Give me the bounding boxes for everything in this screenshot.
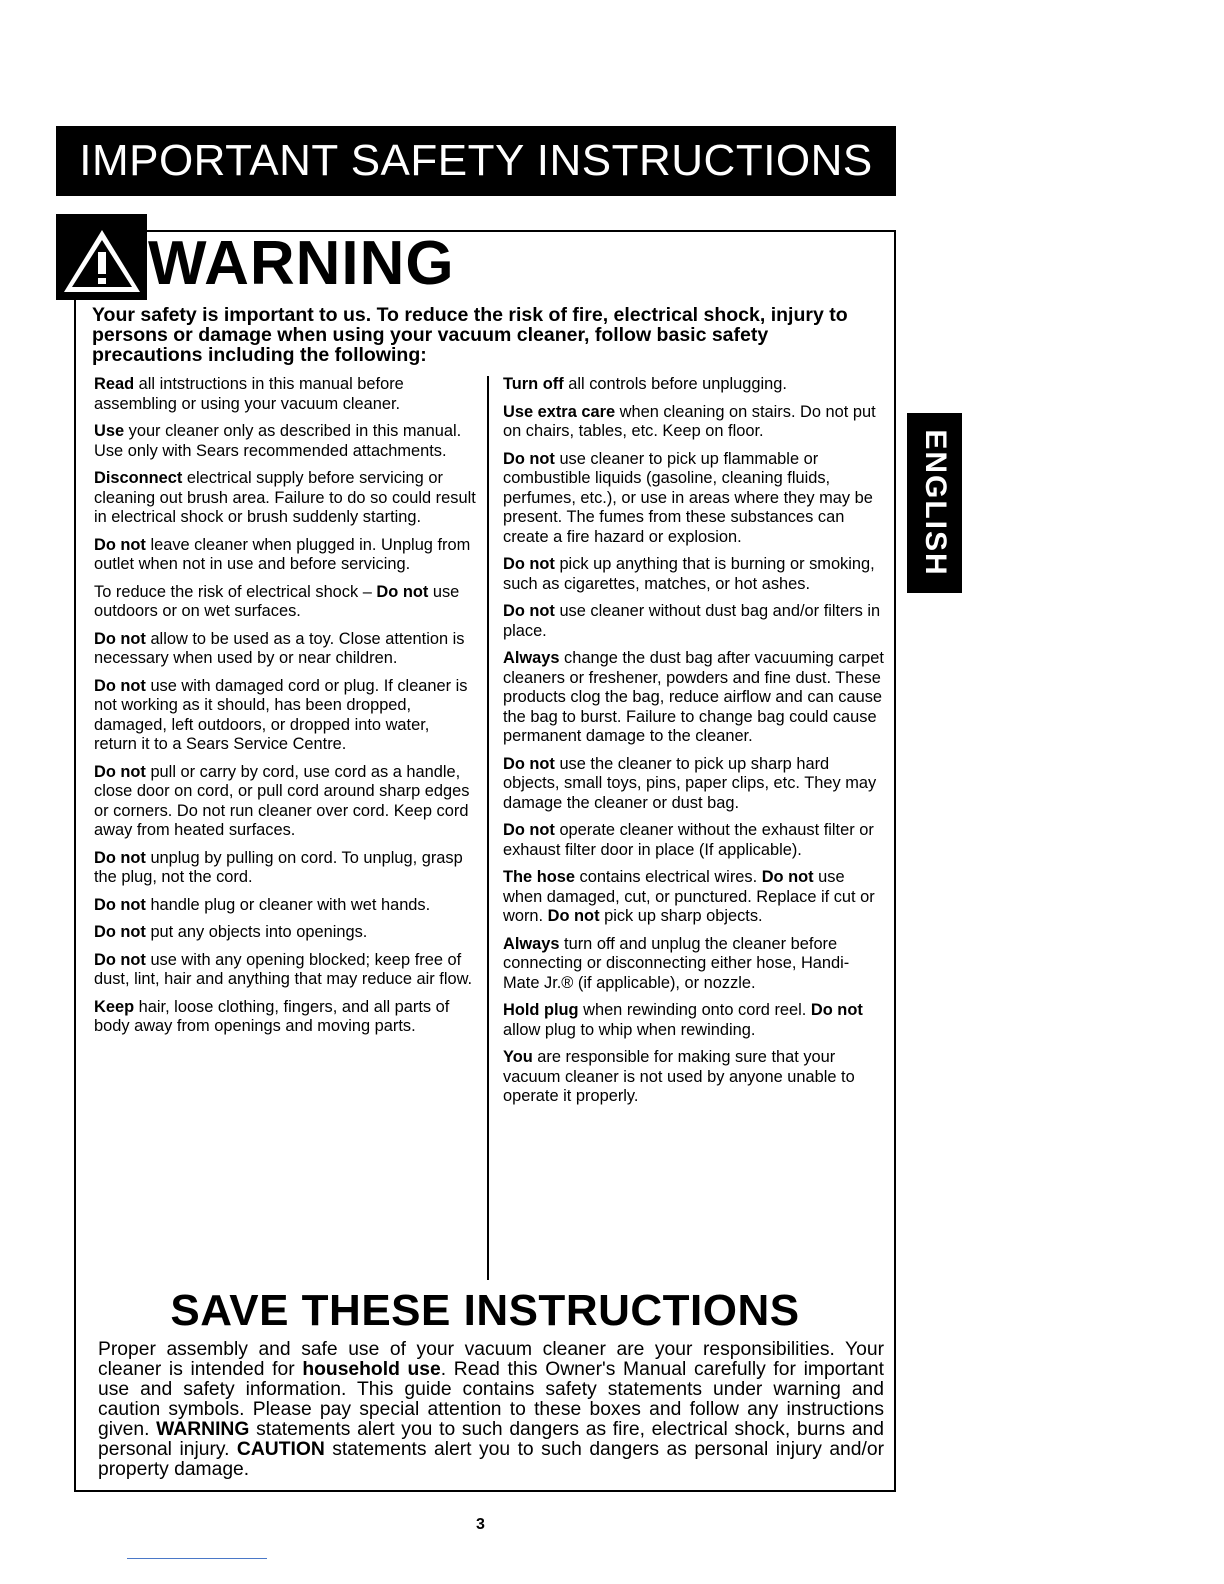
- instruction-item: To reduce the risk of electrical shock – Do not use outdoors or on wet surfaces.: [94, 582, 460, 620]
- warning-icon-tab: [56, 214, 147, 300]
- instruction-item: Do not pick up anything that is burning or smoking, such as cigarettes, matches, or hot ashes.: [503, 555, 875, 593]
- warning-intro: Your safety is important to us. To reduce the risk of fire, electrical shock, injury to persons or damage when using your vacuum cleaner, follow basic safety precautions including the following:: [92, 304, 848, 366]
- closing-paragraph: Proper assembly and safe use of your vacuum cleaner are your responsibilities. Your cleaner is intended for household use. Read this Owner's Manual carefully for important use and safety information. This guide contains safety statements under warning and caution symbols. Please pay special attention to these boxes and follow any instructions given. WARNING statements alert you to such dangers as fire, electrical shock, burns and personal injury. CAUTION statements alert you to such dangers as personal injury and/or property damage.: [98, 1339, 884, 1480]
- instruction-item: Do not use cleaner to pick up flammable or combustible liquids (gasoline, cleaning fluids, perfumes, etc.), or use in areas where they may be present. The fumes from these substances can create a fire hazard or explosion.: [503, 449, 873, 546]
- instruction-item: Do not unplug by pulling on cord. To unplug, grasp the plug, not the cord.: [94, 848, 463, 886]
- page-number: 3: [476, 1516, 485, 1533]
- page-title: IMPORTANT SAFETY INSTRUCTIONS: [56, 126, 896, 196]
- instruction-item: Do not leave cleaner when plugged in. Unplug from outlet when not in use and before servicing.: [94, 535, 471, 573]
- instruction-item: Do not operate cleaner without the exhaust filter or exhaust filter door in place (If applicable).: [503, 821, 874, 859]
- language-label: ENGLISH: [918, 429, 952, 577]
- instruction-item: Always turn off and unplug the cleaner before connecting or disconnecting either hose, Handi-Mate Jr.® (if applicable), or nozzle.: [503, 934, 850, 992]
- footer-rule: [127, 1558, 267, 1559]
- warning-triangle-icon: [62, 228, 142, 294]
- column-divider: [487, 376, 489, 1280]
- language-tab: [907, 413, 962, 593]
- instruction-item: Do not use cleaner without dust bag and/or filters in place.: [503, 602, 881, 640]
- instruction-item: Do not handle plug or cleaner with wet hands.: [94, 895, 431, 914]
- instruction-item: Do not put any objects into openings.: [94, 923, 368, 941]
- instruction-item: You are responsible for making sure that your vacuum cleaner is not used by anyone unable to operate it properly.: [503, 1048, 855, 1105]
- instruction-item: Hold plug when rewinding onto cord reel. Do not allow plug to whip when rewinding.: [503, 1001, 863, 1039]
- instruction-item: Turn off all controls before unplugging.: [503, 375, 787, 393]
- save-instructions-heading: SAVE THESE INSTRUCTIONS: [170, 1286, 800, 1335]
- instruction-item: Keep hair, loose clothing, fingers, and all parts of body away from openings and moving parts.: [94, 997, 450, 1035]
- instruction-item: Do not use with any opening blocked; keep free of dust, lint, hair and anything that may reduce air flow.: [94, 950, 473, 988]
- instruction-item: Do not allow to be used as a toy. Close attention is necessary when used by or near children.: [94, 629, 465, 667]
- instruction-item: Do not use the cleaner to pick up sharp hard objects, small toys, pins, paper clips, etc. They may damage the cleaner or dust bag.: [503, 754, 877, 812]
- instruction-item: Disconnect electrical supply before servicing or cleaning out brush area. Failure to do so could result in electrical shock or brush suddenly starting.: [94, 469, 476, 526]
- warning-heading: WARNING: [148, 229, 455, 298]
- instruction-item: Use your cleaner only as described in this manual. Use only with Sears recommended attachments.: [94, 422, 462, 460]
- right-instructions: [503, 375, 885, 1115]
- instruction-item: Read all intstructions in this manual before assembling or using your vacuum cleaner.: [94, 375, 404, 413]
- instruction-item: The hose contains electrical wires. Do not use when damaged, cut, or punctured. Replace if cut or worn. Do not pick up sharp objects.: [503, 868, 875, 925]
- instruction-item: Always change the dust bag after vacuuming carpet cleaners or freshener, powders and fine dust. These products clog the bag, reduce airflow and can cause the bag to burst. Failure to change bag could cause permanent damage to the cleaner.: [503, 649, 884, 745]
- left-instructions: [94, 375, 476, 1045]
- instruction-item: Do not use with damaged cord or plug. If cleaner is not working as it should, has been dropped, damaged, left outdoors, or dropped into water, return it to a Sears Service Centre.: [94, 676, 468, 753]
- instruction-item: Do not pull or carry by cord, use cord as a handle, close door on cord, or pull cord around sharp edges or corners. Do not run cleaner over cord. Keep cord away from heated surfaces.: [94, 762, 470, 839]
- instruction-item: Use extra care when cleaning on stairs. Do not put on chairs, tables, etc. Keep on floor.: [503, 402, 876, 440]
